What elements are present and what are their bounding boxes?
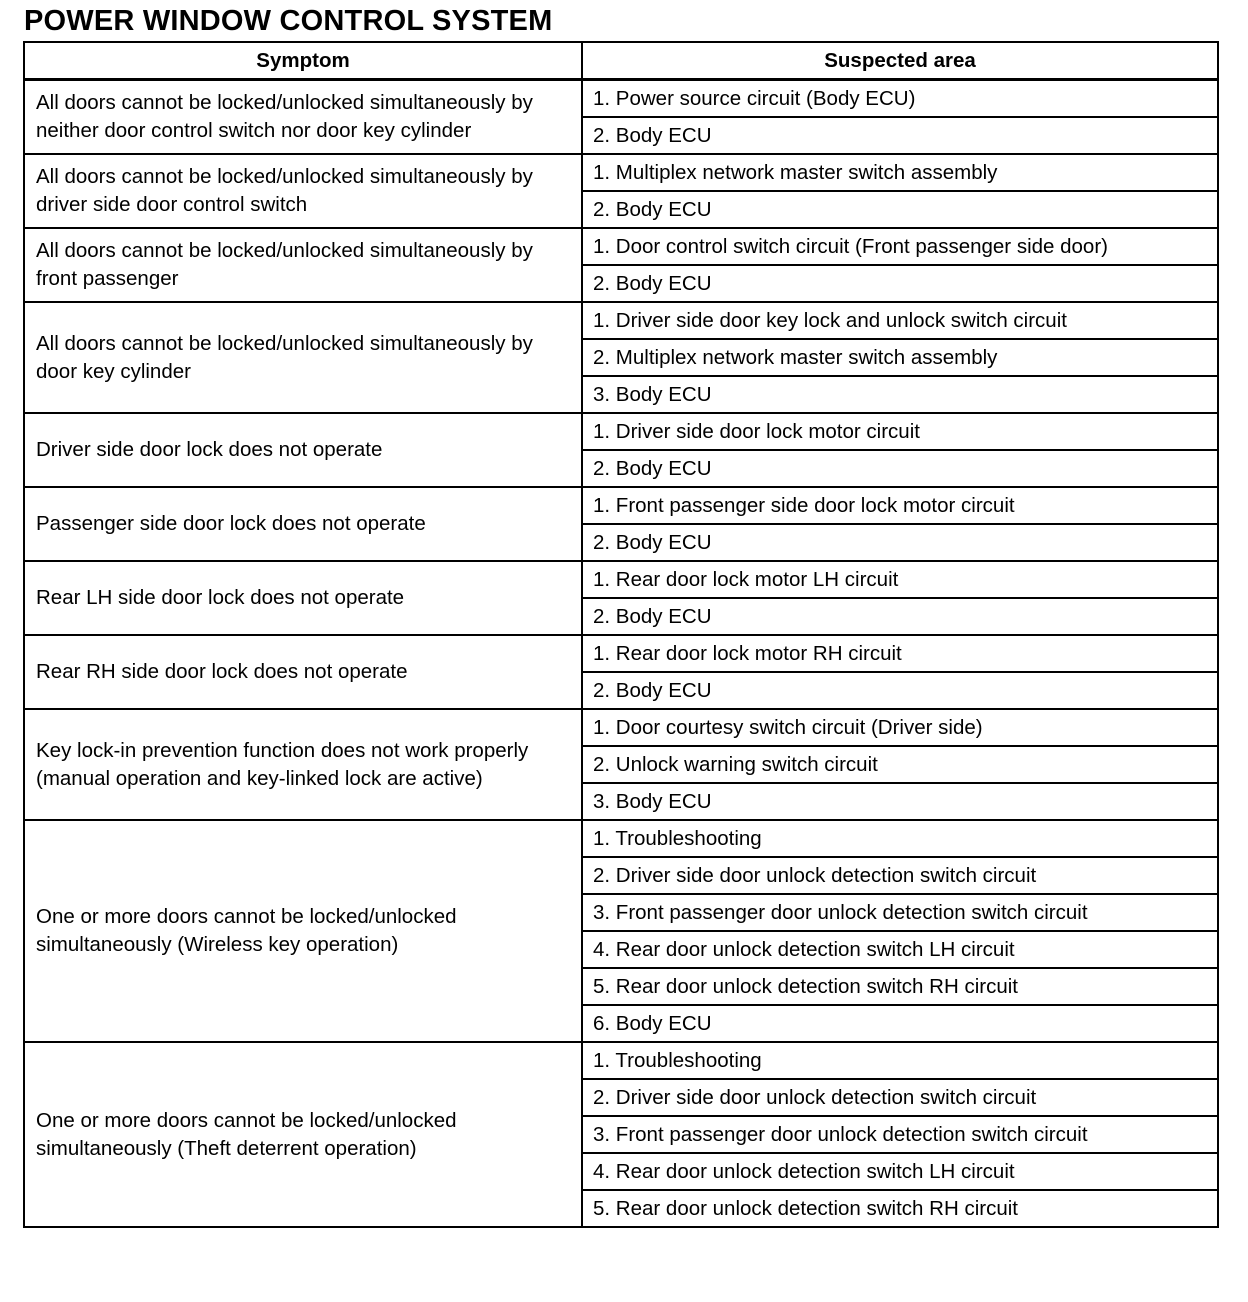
suspected-area-cell: 3. Front passenger door unlock detection switch circuit	[582, 894, 1218, 931]
suspected-area-cell: 2. Body ECU	[582, 450, 1218, 487]
table-row	[24, 80, 1218, 118]
suspected-area-cell: 2. Body ECU	[582, 524, 1218, 561]
table-row	[24, 561, 1218, 598]
suspected-area-cell: 1. Rear door lock motor LH circuit	[582, 561, 1218, 598]
suspected-area-cell: 1. Troubleshooting	[582, 1042, 1218, 1079]
suspected-area-cell: 4. Rear door unlock detection switch LH circuit	[582, 931, 1218, 968]
symptom-cell: One or more doors cannot be locked/unlocked simultaneously (Wireless key operation)	[24, 820, 582, 1042]
symptom-cell: Key lock-in prevention function does not work properly (manual operation and key-linked lock are active)	[24, 709, 582, 820]
suspected-area-cell: 1. Door courtesy switch circuit (Driver side)	[582, 709, 1218, 746]
suspected-area-cell: 1. Door control switch circuit (Front passenger side door)	[582, 228, 1218, 265]
suspected-area-cell: 2. Body ECU	[582, 598, 1218, 635]
suspected-area-cell: 1. Driver side door key lock and unlock switch circuit	[582, 302, 1218, 339]
suspected-area-cell: 5. Rear door unlock detection switch RH circuit	[582, 968, 1218, 1005]
suspected-area-cell: 2. Unlock warning switch circuit	[582, 746, 1218, 783]
suspected-area-cell: 2. Body ECU	[582, 191, 1218, 228]
suspected-area-cell: 2. Driver side door unlock detection switch circuit	[582, 1079, 1218, 1116]
troubleshooting-table	[23, 41, 1219, 1228]
table-row	[24, 413, 1218, 450]
table-body	[24, 80, 1218, 1228]
suspected-area-cell: 2. Multiplex network master switch assembly	[582, 339, 1218, 376]
suspected-area-cell: 5. Rear door unlock detection switch RH circuit	[582, 1190, 1218, 1227]
symptom-cell: All doors cannot be locked/unlocked simultaneously by driver side door control switch	[24, 154, 582, 228]
table-row	[24, 1042, 1218, 1079]
suspected-area-cell: 1. Multiplex network master switch assembly	[582, 154, 1218, 191]
symptom-cell: Rear LH side door lock does not operate	[24, 561, 582, 635]
suspected-area-cell: 4. Rear door unlock detection switch LH circuit	[582, 1153, 1218, 1190]
symptom-column-header: Symptom	[24, 42, 582, 80]
suspected-area-cell: 1. Driver side door lock motor circuit	[582, 413, 1218, 450]
suspected-area-cell: 3. Body ECU	[582, 783, 1218, 820]
table-row	[24, 709, 1218, 746]
symptom-cell: All doors cannot be locked/unlocked simultaneously by front passenger	[24, 228, 582, 302]
suspected-area-cell: 1. Front passenger side door lock motor circuit	[582, 487, 1218, 524]
suspected-area-cell: 3. Body ECU	[582, 376, 1218, 413]
table-row	[24, 228, 1218, 265]
table-row	[24, 487, 1218, 524]
suspected-area-cell: 3. Front passenger door unlock detection switch circuit	[582, 1116, 1218, 1153]
symptom-cell: Passenger side door lock does not operate	[24, 487, 582, 561]
suspected-area-cell: 2. Driver side door unlock detection switch circuit	[582, 857, 1218, 894]
suspected-area-column-header: Suspected area	[582, 42, 1218, 80]
table-row	[24, 154, 1218, 191]
symptom-cell: Rear RH side door lock does not operate	[24, 635, 582, 709]
symptom-cell: All doors cannot be locked/unlocked simultaneously by neither door control switch nor door key cylinder	[24, 80, 582, 155]
table-header-row	[24, 42, 1218, 80]
suspected-area-cell: 2. Body ECU	[582, 265, 1218, 302]
page-title: POWER WINDOW CONTROL SYSTEM	[24, 5, 553, 37]
suspected-area-cell: 2. Body ECU	[582, 672, 1218, 709]
symptom-cell: All doors cannot be locked/unlocked simultaneously by door key cylinder	[24, 302, 582, 413]
suspected-area-cell: 2. Body ECU	[582, 117, 1218, 154]
suspected-area-cell: 1. Troubleshooting	[582, 820, 1218, 857]
suspected-area-cell: 6. Body ECU	[582, 1005, 1218, 1042]
table-row	[24, 820, 1218, 857]
symptom-cell: Driver side door lock does not operate	[24, 413, 582, 487]
suspected-area-cell: 1. Rear door lock motor RH circuit	[582, 635, 1218, 672]
symptom-cell: One or more doors cannot be locked/unlocked simultaneously (Theft deterrent operation)	[24, 1042, 582, 1227]
table-row	[24, 302, 1218, 339]
suspected-area-cell: 1. Power source circuit (Body ECU)	[582, 80, 1218, 118]
table-row	[24, 635, 1218, 672]
